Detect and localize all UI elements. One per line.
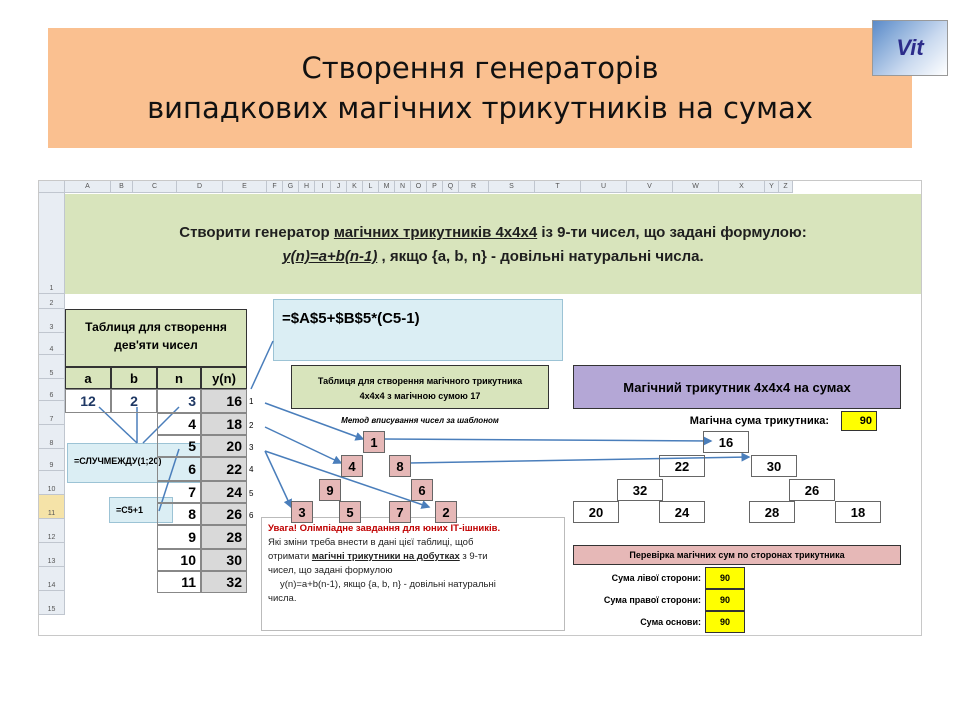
magic-cell[interactable]: 26	[789, 479, 835, 501]
column-header-Z[interactable]: Z	[779, 181, 793, 193]
gen-row-mark: 1	[249, 397, 254, 406]
gen-table-title: Таблиця для створення дев'яти чисел	[85, 320, 227, 352]
template-cell[interactable]: 4	[341, 455, 363, 477]
row-header-11[interactable]: 11	[39, 495, 65, 519]
gen-header-0: a	[65, 367, 111, 389]
column-header-W[interactable]: W	[673, 181, 719, 193]
note-line5: числа.	[268, 593, 297, 604]
row-header-13[interactable]: 13	[39, 543, 65, 567]
magic-sum-label: Магічна сума трикутника:	[689, 415, 829, 427]
gen-n-value[interactable]: 5	[157, 435, 201, 457]
column-header-H[interactable]: H	[299, 181, 315, 193]
gen-n-value[interactable]: 4	[157, 413, 201, 435]
magic-sum-value: 90	[841, 411, 877, 431]
note-line2a: отримати	[268, 551, 312, 562]
magic-cell[interactable]: 28	[749, 501, 795, 523]
gen-n-value[interactable]: 9	[157, 525, 201, 549]
gen-y-value[interactable]: 30	[201, 549, 247, 571]
column-header-E[interactable]: E	[223, 181, 267, 193]
template-cell[interactable]: 8	[389, 455, 411, 477]
gen-y-value[interactable]: 24	[201, 481, 247, 503]
y-formula-callout: =$A$5+$B$5*(C5-1)	[273, 299, 563, 361]
task-text-b: із 9-ти чисел, що задані формулою:	[537, 224, 807, 241]
gen-y-value[interactable]: 16	[201, 389, 247, 413]
column-header-D[interactable]: D	[177, 181, 223, 193]
column-header-C[interactable]: C	[133, 181, 177, 193]
spreadsheet-screenshot	[38, 180, 922, 636]
column-header-V[interactable]: V	[627, 181, 673, 193]
task-text-a: Створити генератор	[179, 224, 334, 241]
row-header-1[interactable]: 1	[39, 193, 65, 294]
row-header-12[interactable]: 12	[39, 519, 65, 543]
magic-cell[interactable]: 24	[659, 501, 705, 523]
column-header-P[interactable]: P	[427, 181, 443, 193]
check-right-value: 90	[705, 589, 745, 611]
column-header-L[interactable]: L	[363, 181, 379, 193]
row-header-14[interactable]: 14	[39, 567, 65, 591]
gen-row-mark: 4	[249, 465, 254, 474]
column-header-Y[interactable]: Y	[765, 181, 779, 193]
column-header-N[interactable]: N	[395, 181, 411, 193]
template-title: Таблиця для створення магічного трикутника 4х4х4 з магічною сумою 17	[317, 376, 523, 401]
arrow-3	[265, 451, 291, 507]
magic-cell[interactable]: 22	[659, 455, 705, 477]
slide-title-line2: випадкових магічних трикутників на сумах	[147, 91, 813, 125]
gen-row-mark: 2	[249, 421, 254, 430]
gen-y-value[interactable]: 26	[201, 503, 247, 525]
row-header-7[interactable]: 7	[39, 401, 65, 425]
gen-b-value[interactable]: 2	[111, 389, 157, 413]
magic-cell[interactable]: 18	[835, 501, 881, 523]
gen-y-value[interactable]: 28	[201, 525, 247, 549]
note-line2b: з 9-ти	[459, 551, 488, 562]
magic-title: Магічний трикутник 4х4х4 на сумах	[573, 365, 901, 409]
column-header-T[interactable]: T	[535, 181, 581, 193]
note-warn: Увага!	[268, 523, 297, 534]
note-line1: Які зміни треба внести в дані цієї таблиці, щоб	[268, 537, 474, 548]
magic-cell[interactable]: 16	[703, 431, 749, 453]
column-header-R[interactable]: R	[459, 181, 489, 193]
gen-header-1: b	[111, 367, 157, 389]
row-header-4[interactable]: 4	[39, 333, 65, 355]
note-headline: Олімпіадне завдання для юних ІТ-ішників.	[299, 523, 501, 534]
gen-row-mark: 6	[249, 511, 254, 520]
gen-y-value[interactable]: 18	[201, 413, 247, 435]
gen-n-value[interactable]: 11	[157, 571, 201, 593]
task-text-u: магічних трикутників 4х4х4	[333, 224, 538, 241]
row-header-6[interactable]: 6	[39, 379, 65, 401]
column-header-S[interactable]: S	[489, 181, 535, 193]
row-header-2[interactable]: 2	[39, 294, 65, 309]
template-cell[interactable]: 7	[389, 501, 411, 523]
task-line2: , якщо {a, b, n} - довільні натуральні числа.	[377, 248, 704, 265]
template-cell[interactable]: 2	[435, 501, 457, 523]
column-header-X[interactable]: X	[719, 181, 765, 193]
gen-n-value[interactable]: 8	[157, 503, 201, 525]
gen-n-value[interactable]: 10	[157, 549, 201, 571]
column-header-J[interactable]: J	[331, 181, 347, 193]
column-header-K[interactable]: K	[347, 181, 363, 193]
check-left-label: Сума лівої сторони:	[611, 573, 701, 583]
column-header-Q[interactable]: Q	[443, 181, 459, 193]
gen-n-value[interactable]: 6	[157, 457, 201, 481]
gen-header-2: n	[157, 367, 201, 389]
row-header-15[interactable]: 15	[39, 591, 65, 615]
note-line2u: магічні трикутники на добутках	[311, 551, 460, 562]
magic-cell[interactable]: 30	[751, 455, 797, 477]
template-cell[interactable]: 6	[411, 479, 433, 501]
n-formula-callout: =C5+1	[109, 497, 173, 523]
column-header-I[interactable]: I	[315, 181, 331, 193]
row-header-3[interactable]: 3	[39, 309, 65, 333]
note-line4: y(n)=a+b(n-1), якщо {a, b, n} - довільні натуральні	[280, 579, 496, 590]
formula-text: y(n)=a+b(n-1)	[282, 248, 378, 265]
gen-row-mark: 5	[249, 489, 254, 498]
check-title: Перевірка магічних сум по сторонах трикутника	[573, 545, 901, 565]
row-header-10[interactable]: 10	[39, 471, 65, 495]
arrow-2	[265, 427, 341, 463]
gen-y-value[interactable]: 20	[201, 435, 247, 457]
gen-n-value[interactable]: 7	[157, 481, 201, 503]
template-cell[interactable]: 3	[291, 501, 313, 523]
check-right-label: Сума правої сторони:	[603, 595, 701, 605]
note-line3: чисел, що задані формулою	[268, 565, 393, 576]
gen-header-3: y(n)	[201, 367, 247, 389]
column-header-O[interactable]: O	[411, 181, 427, 193]
gen-row-mark: 3	[249, 443, 254, 452]
slide-title-line1: Створення генераторів	[301, 51, 659, 85]
check-left-value: 90	[705, 567, 745, 589]
template-cell[interactable]: 1	[363, 431, 385, 453]
magic-cell[interactable]: 20	[573, 501, 619, 523]
gen-y-value[interactable]: 32	[201, 571, 247, 593]
row-header-9[interactable]: 9	[39, 449, 65, 471]
column-header-G[interactable]: G	[283, 181, 299, 193]
gen-n-value[interactable]: 3	[157, 389, 201, 413]
column-header-M[interactable]: M	[379, 181, 395, 193]
check-base-value: 90	[705, 611, 745, 633]
check-base-label: Сума основи:	[640, 617, 701, 627]
slide-title	[48, 28, 912, 148]
logo: Vit	[872, 20, 948, 76]
template-cell[interactable]: 5	[339, 501, 361, 523]
template-cell[interactable]: 9	[319, 479, 341, 501]
arrow-to-y-formula	[251, 341, 273, 389]
row-header-8[interactable]: 8	[39, 425, 65, 449]
magic-cell[interactable]: 32	[617, 479, 663, 501]
template-method: Метод вписування чисел за шаблоном	[341, 416, 499, 425]
column-header-F[interactable]: F	[267, 181, 283, 193]
rand-formula-callout: =СЛУЧМЕЖДУ(1;20)	[67, 443, 201, 483]
column-header-U[interactable]: U	[581, 181, 627, 193]
column-header-B[interactable]: B	[111, 181, 133, 193]
row-header-5[interactable]: 5	[39, 355, 65, 379]
gen-a-value[interactable]: 12	[65, 389, 111, 413]
column-header-A[interactable]: A	[65, 181, 111, 193]
arrow-5	[383, 439, 711, 441]
gen-y-value[interactable]: 22	[201, 457, 247, 481]
